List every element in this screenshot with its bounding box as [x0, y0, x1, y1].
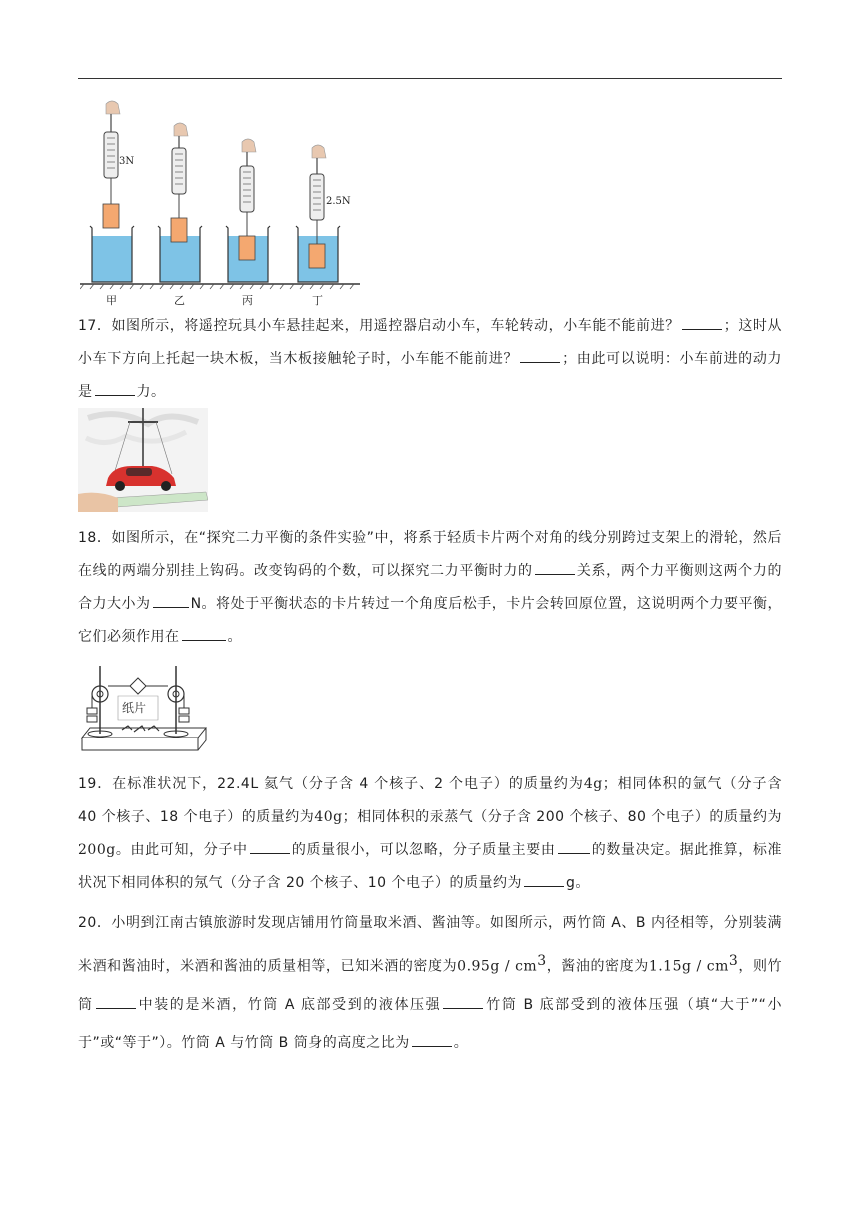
label-ding: 丁	[312, 294, 323, 307]
spring-scale-beakers-figure	[80, 98, 362, 310]
beaker-c	[226, 139, 270, 282]
force-balance-apparatus-figure	[78, 660, 208, 760]
label-bing: 丙	[242, 294, 253, 307]
answer-blank[interactable]	[524, 870, 564, 887]
answer-blank[interactable]	[535, 558, 575, 575]
header-rule	[78, 78, 782, 79]
question-18: 18．如图所示，在“探究二力平衡的条件实验”中，将系于轻质卡片两个对角的线分别跨过支架上的滑轮，然后在线的两端分别挂上钩码。改变钩码的个数，可以探究二力平衡时力的 关系，两个力平衡则这两个力的合力大小为 N。将处于平衡状态的卡片转过一个角度后松手，卡片会转回原位置，这说明两个力要平衡，它们必须作用在 。	[78, 530, 783, 645]
answer-blank[interactable]	[412, 1030, 452, 1047]
force-label-a: 3N	[119, 156, 135, 167]
label-jia: 甲	[106, 294, 117, 307]
card-label: 纸片	[122, 701, 147, 715]
answer-blank[interactable]	[182, 624, 226, 641]
answer-blank[interactable]	[95, 379, 135, 396]
question-20: 20．小明到江南古镇旅游时发现店铺用竹筒量取米酒、酱油等。如图所示，两竹筒 A、B 内径相等，分别装满米酒和酱油时，米酒和酱油的质量相等，已知米酒的密度为$0.95g / cm^3$，酱油的密度为$1.15g / cm^3$，则竹筒 中装的是米酒，竹筒 A 底部受到的液体压强 竹筒 B 底部受到的液体压强（填“大于”“小于”或“等于”）。竹筒 A 与竹筒 B 筒身的高度之比为 。	[78, 915, 783, 1051]
force-label-d: 2.5N	[326, 196, 351, 207]
beaker-d	[296, 145, 340, 282]
answer-blank[interactable]	[558, 837, 590, 854]
answer-blank[interactable]	[96, 992, 136, 1009]
beaker-a	[90, 101, 134, 282]
answer-blank[interactable]	[520, 346, 560, 363]
question-19: 19．在标准状况下，22.4L 氦气（分子含 4 个核子、2 个电子）的质量约为4g；相同体积的氩气（分子含 40 个核子、18 个电子）的质量约为40g；相同体积的汞蒸气（分子含 200 个核子、80 个电子）的质量约为200g。由此可知，分子中 的质量很小，可以忽略，分子质量主要由 的数量决定。据此推算，标准状况下相同体积的氖气（分子含 20 个核子、10 个电子）的质量约为 g。	[78, 776, 783, 891]
answer-blank[interactable]	[153, 591, 189, 608]
answer-blank[interactable]	[443, 992, 483, 1009]
beaker-b	[158, 123, 202, 282]
question-number: 19．	[78, 776, 113, 792]
question-number: 20．	[78, 915, 112, 931]
answer-blank[interactable]	[250, 837, 290, 854]
answer-blank[interactable]	[682, 313, 722, 330]
label-yi: 乙	[174, 294, 185, 307]
question-17: 17．如图所示，将遥控玩具小车悬挂起来，用遥控器启动小车，车轮转动，小车能不能前进？ ；这时从小车下方向上托起一块木板，当木板接触轮子时，小车能不能前进？ ；由此可以说明：小车前进的动力是 力。	[78, 310, 782, 409]
toy-car-photo	[78, 408, 208, 512]
question-number: 17．	[78, 318, 112, 334]
question-number: 18．	[78, 530, 112, 546]
